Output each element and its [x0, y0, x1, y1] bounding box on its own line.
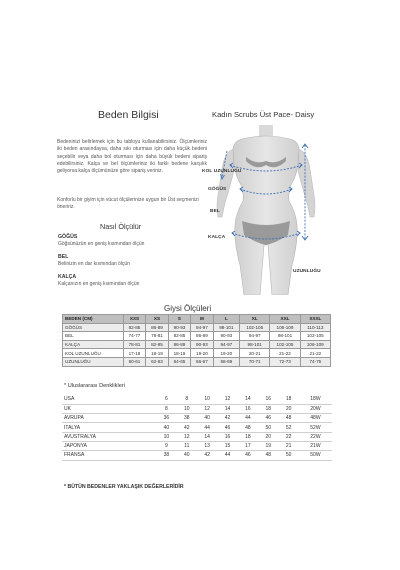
- table-cell: 8: [156, 404, 176, 413]
- table-cell: 86-89: [191, 332, 213, 341]
- table-cell: 46: [258, 414, 278, 423]
- table-cell: 18-19: [168, 349, 190, 358]
- table-cell: 18-19: [146, 349, 168, 358]
- table-cell: 52: [278, 423, 298, 432]
- table-cell: 42: [177, 423, 197, 432]
- table-cell: 62-63: [146, 357, 168, 366]
- row-label-cell: JAPONYA: [62, 441, 156, 450]
- table-cell: 40: [177, 451, 197, 460]
- table-cell: 18W: [299, 395, 332, 404]
- table-cell: 16: [258, 395, 278, 404]
- intl-table-row: [62, 441, 332, 450]
- table-cell: 48W: [299, 414, 332, 423]
- table-cell: 20: [258, 432, 278, 441]
- table-cell: 50: [278, 451, 298, 460]
- table-cell: 12: [177, 432, 197, 441]
- size-table-header-row: [63, 315, 331, 324]
- table-cell: 46: [238, 451, 258, 460]
- figure-length-label: UZUNLUĞU: [293, 269, 321, 274]
- table-cell: 94-97: [191, 323, 213, 332]
- header-size-cm: BEDEN (CM): [63, 315, 124, 324]
- table-cell: 18: [278, 395, 298, 404]
- table-cell: 82-85: [168, 332, 190, 341]
- table-cell: 106-109: [300, 340, 330, 349]
- table-cell: 20W: [299, 404, 332, 413]
- table-cell: 15: [217, 441, 237, 450]
- table-cell: 12: [197, 404, 217, 413]
- table-cell: 48: [258, 451, 278, 460]
- table-cell: 17-18: [123, 349, 145, 358]
- figure-sleeve-label: KOL UZUNLUĞU: [202, 169, 242, 174]
- table-cell: 70-71: [240, 357, 270, 366]
- table-cell: 98-101: [240, 340, 270, 349]
- table-cell: 94-97: [213, 340, 239, 349]
- table-cell: 10: [197, 395, 217, 404]
- table-cell: 90-93: [168, 323, 190, 332]
- row-label-cell: ITALYA: [62, 423, 156, 432]
- table-cell: 16: [217, 432, 237, 441]
- table-cell: 40: [156, 423, 176, 432]
- intl-table-row: [62, 451, 332, 460]
- how-to-measure-title: Nasıl Ölçülür: [100, 222, 142, 231]
- table-cell: 14: [217, 404, 237, 413]
- size-table-row: [63, 332, 331, 341]
- table-cell: 98-101: [270, 332, 300, 341]
- table-cell: 10: [177, 404, 197, 413]
- table-cell: 19: [258, 441, 278, 450]
- table-cell: 6: [156, 395, 176, 404]
- table-cell: 16: [238, 404, 258, 413]
- row-label-cell: KOL UZUNLUĞU: [63, 349, 124, 358]
- table-cell: 50W: [299, 451, 332, 460]
- table-cell: 18: [238, 432, 258, 441]
- row-label-cell: AVRUPA: [62, 414, 156, 423]
- header-s: S: [168, 315, 190, 324]
- table-cell: 94-97: [240, 332, 270, 341]
- table-cell: 90-93: [213, 332, 239, 341]
- header-xxxl: XXXL: [300, 315, 330, 324]
- table-cell: 64-65: [168, 357, 190, 366]
- row-label-cell: BEL: [63, 332, 124, 341]
- table-cell: 18: [258, 404, 278, 413]
- figure-hip-label: KALÇA: [208, 235, 226, 240]
- intl-table-row: [62, 432, 332, 441]
- table-cell: 20: [278, 404, 298, 413]
- row-label-cell: AVUSTRALYA: [62, 432, 156, 441]
- chest-measure-label: GÖĞÜS: [58, 234, 78, 240]
- figure-waist-label: BEL: [210, 209, 220, 214]
- row-label-cell: USA: [62, 395, 156, 404]
- size-table: [62, 314, 331, 367]
- header-xl: XL: [240, 315, 270, 324]
- table-cell: 102-105: [300, 332, 330, 341]
- table-cell: 12: [217, 395, 237, 404]
- size-table-title: Giysi Ölçüleri: [164, 304, 212, 313]
- table-cell: 19-20: [191, 349, 213, 358]
- table-cell: 44: [238, 414, 258, 423]
- table-cell: 72-73: [270, 357, 300, 366]
- table-cell: 60-61: [123, 357, 145, 366]
- size-table-row: [63, 357, 331, 366]
- table-cell: 21W: [299, 441, 332, 450]
- body-measurement-figure: [202, 125, 326, 295]
- header-l: L: [213, 315, 239, 324]
- table-cell: 102-105: [240, 323, 270, 332]
- header-xxs: XXS: [123, 315, 145, 324]
- size-table-row: [63, 323, 331, 332]
- table-cell: 46: [217, 423, 237, 432]
- table-cell: 42: [197, 451, 217, 460]
- table-cell: 68-69: [213, 357, 239, 366]
- table-cell: 10: [156, 432, 176, 441]
- table-cell: 90-93: [191, 340, 213, 349]
- table-cell: 44: [197, 423, 217, 432]
- table-cell: 74-77: [123, 332, 145, 341]
- row-label-cell: FRANSA: [62, 451, 156, 460]
- waist-measure-desc: Belinizin en dar kısmından ölçün: [58, 261, 130, 267]
- table-cell: 20-21: [240, 349, 270, 358]
- international-equivalents-title: * Uluslararası Denklikleri: [64, 383, 125, 389]
- table-cell: 14: [197, 432, 217, 441]
- table-cell: 38: [177, 414, 197, 423]
- row-label-cell: UK: [62, 404, 156, 413]
- size-info-title: Beden Bilgisi: [98, 109, 159, 121]
- table-cell: 17: [238, 441, 258, 450]
- row-label-cell: KALÇA: [63, 340, 124, 349]
- table-cell: 106-109: [270, 323, 300, 332]
- table-cell: 21-22: [300, 349, 330, 358]
- table-cell: 78-81: [146, 332, 168, 341]
- table-cell: 40: [197, 414, 217, 423]
- header-xs: XS: [146, 315, 168, 324]
- table-cell: 102-105: [270, 340, 300, 349]
- table-cell: 42: [217, 414, 237, 423]
- waist-measure-label: BEL: [58, 254, 69, 260]
- table-cell: 22W: [299, 432, 332, 441]
- hip-measure-desc: Kalçanızın en geniş kısmından ölçün: [58, 281, 140, 287]
- table-cell: 38: [156, 451, 176, 460]
- table-cell: 21: [278, 441, 298, 450]
- chest-measure-desc: Göğsünüzün en geniş kısmından ölçün: [58, 241, 145, 247]
- table-cell: 8: [177, 395, 197, 404]
- comfort-text: Konforlu bir giyim için vücut ölçülerinize uygun bir Üst seçmenizi öneririz.: [57, 197, 199, 211]
- intl-table-row: [62, 414, 332, 423]
- table-cell: 110-113: [300, 323, 330, 332]
- table-cell: 9: [156, 441, 176, 450]
- table-cell: 74-75: [300, 357, 330, 366]
- table-cell: 50: [258, 423, 278, 432]
- table-cell: 36: [156, 414, 176, 423]
- table-cell: 21-22: [270, 349, 300, 358]
- approximate-values-note: * BÜTÜN BEDENLER YAKLAŞIK DEĞERLERİDİR: [64, 484, 184, 490]
- international-size-table: [62, 395, 332, 461]
- table-cell: 14: [238, 395, 258, 404]
- hip-measure-label: KALÇA: [58, 274, 77, 280]
- table-cell: 86-89: [168, 340, 190, 349]
- table-cell: 19-20: [213, 349, 239, 358]
- table-cell: 86-89: [146, 323, 168, 332]
- table-cell: 78-81: [123, 340, 145, 349]
- table-cell: 44: [217, 451, 237, 460]
- product-title: Kadın Scrubs Üst Pace- Daisy: [212, 110, 315, 119]
- table-cell: 11: [177, 441, 197, 450]
- intl-table-row: [62, 423, 332, 432]
- header-m: M: [191, 315, 213, 324]
- header-xxl: XXL: [270, 315, 300, 324]
- table-cell: 22: [278, 432, 298, 441]
- table-cell: 98-101: [213, 323, 239, 332]
- figure-chest-label: GÖĞÜS: [208, 187, 227, 192]
- size-table-row: [63, 349, 331, 358]
- intl-table-row: [62, 404, 332, 413]
- table-cell: 82-85: [146, 340, 168, 349]
- intro-text: Bedeninizi belirlemek için bu tabloyu kullanabilirsiniz. Ölçümleriniz iki beden arasındaysa, daha sıkı oturması için daha küçük bedeni seçebilir veya daha bol oturması için daha büyük bedeni sipariş edebilirsiniz. Kalça ve bel ölçümleriniz iki farklı bedene karşılık geliyorsa kalça ölçümünüze göre sipariş veriniz.: [57, 139, 207, 175]
- table-cell: 48: [278, 414, 298, 423]
- table-cell: 82-85: [123, 323, 145, 332]
- table-cell: 13: [197, 441, 217, 450]
- table-cell: 48: [238, 423, 258, 432]
- table-cell: 66-67: [191, 357, 213, 366]
- row-label-cell: UZUNLUĞU: [63, 357, 124, 366]
- row-label-cell: GÖĞÜS: [63, 323, 124, 332]
- intl-table-row: [62, 395, 332, 404]
- size-table-row: [63, 340, 331, 349]
- table-cell: 52W: [299, 423, 332, 432]
